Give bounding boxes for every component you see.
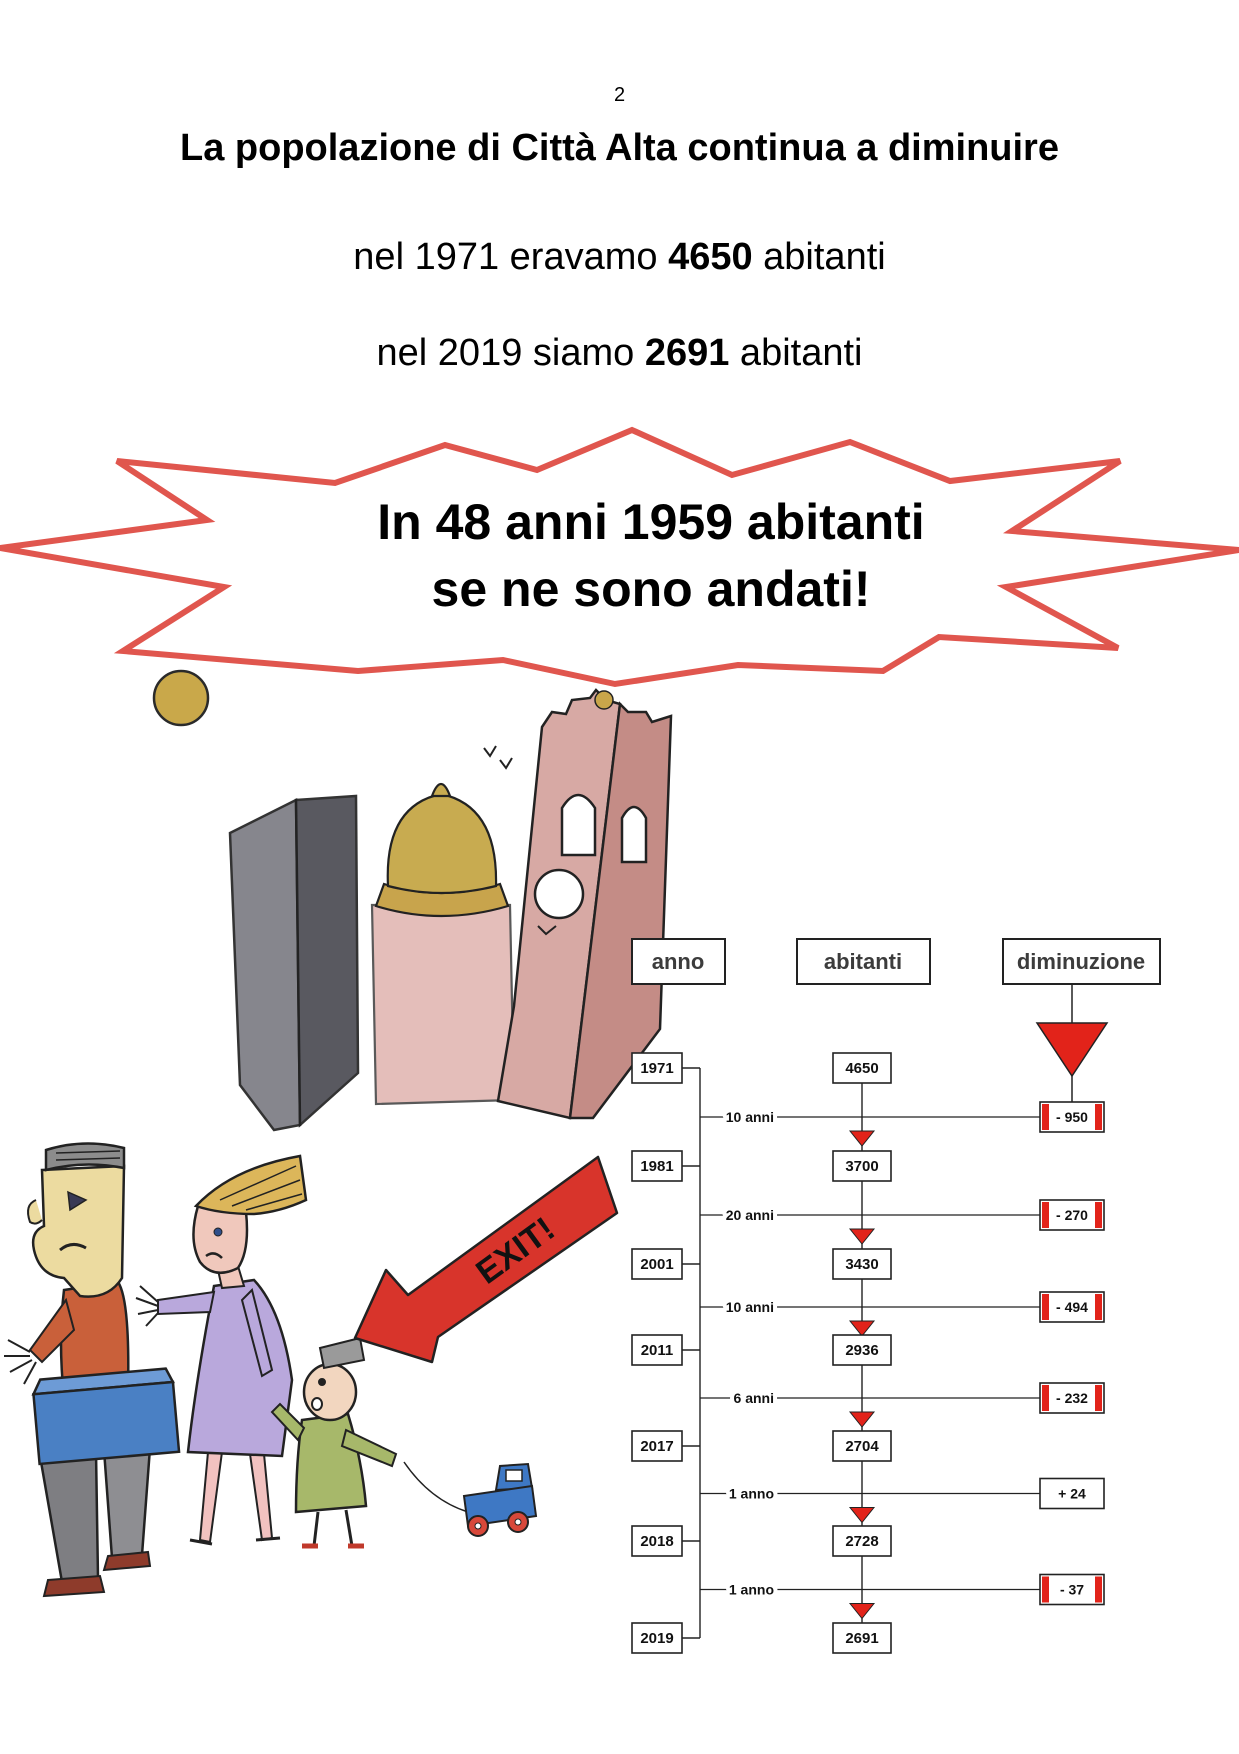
down-arrow-icon [850, 1131, 874, 1146]
toy-car [464, 1464, 536, 1536]
population-diagram [632, 939, 1160, 1653]
domed-building [372, 784, 514, 1104]
change-value: + 24 [1058, 1485, 1086, 1502]
interval [700, 1541, 1104, 1638]
interval [700, 1166, 1104, 1264]
header-abitanti [797, 939, 930, 984]
birds [484, 746, 512, 768]
down-arrow-icon [850, 1229, 874, 1244]
interval [700, 1264, 1104, 1350]
callout-starburst [0, 430, 1239, 684]
down-arrow-icon [850, 1412, 874, 1427]
change-value: - 270 [1056, 1207, 1088, 1223]
interval-label: 20 anni [725, 1207, 774, 1223]
population-value: 2704 [845, 1438, 879, 1455]
population-value: 2691 [845, 1630, 879, 1647]
child-figure [272, 1338, 468, 1546]
lead-text: nel 1971 eravamo [353, 236, 669, 278]
lead-line-2019 [0, 331, 1239, 375]
decrease-marker [1095, 1294, 1102, 1320]
exit-sign-text: EXIT! [469, 1209, 562, 1292]
year-label: 2001 [640, 1256, 674, 1273]
header-diminuzione [1003, 939, 1160, 984]
tower-window [562, 795, 595, 855]
decrease-arrow-icon [1037, 1023, 1107, 1076]
decrease-marker [1095, 1385, 1102, 1411]
man-figure [4, 1143, 150, 1596]
year-label: 1971 [640, 1060, 674, 1077]
header-abitanti-label: abitanti [823, 949, 903, 974]
lead-line-1971 [0, 235, 1239, 279]
diagram-row [632, 1623, 891, 1653]
diagram-rows [632, 1053, 1104, 1653]
woman-figure [136, 1156, 306, 1544]
gray-tower [230, 796, 358, 1130]
interval-label: 1 anno [728, 1485, 774, 1502]
lead-number: 4650 [668, 236, 753, 278]
decrease-marker [1095, 1577, 1102, 1603]
tower-clock [535, 870, 583, 918]
year-label: 2011 [640, 1342, 674, 1359]
callout-line-1: In 48 anni 1959 abitanti [377, 494, 925, 550]
down-arrow-icon [850, 1321, 874, 1336]
change-value: - 37 [1059, 1581, 1085, 1598]
city-illustration [4, 671, 674, 1596]
callout-line-2: se ne sono andati! [431, 561, 871, 617]
interval [700, 1068, 1104, 1166]
diagram-row [632, 1431, 891, 1461]
page-title: La popolazione di Città Alta continua a diminuire [180, 127, 1059, 169]
page-number: 2 [613, 84, 626, 106]
diagram-row [632, 1526, 891, 1556]
population-value: 2728 [845, 1533, 879, 1550]
population-value: 4650 [845, 1060, 879, 1077]
year-label: 2017 [640, 1438, 674, 1455]
change-value: - 494 [1056, 1299, 1088, 1315]
header-diminuzione-label: diminuzione [1016, 949, 1146, 974]
lead-number: 2691 [644, 332, 730, 374]
population-value: 3430 [845, 1256, 879, 1273]
interval-label: 1 anno [728, 1581, 774, 1598]
year-label: 1981 [640, 1158, 674, 1175]
decrease-marker [1042, 1294, 1049, 1320]
tower-window [622, 807, 646, 862]
diagram-row [632, 1335, 891, 1365]
exit-arrow-icon [355, 1157, 617, 1362]
suitcase [32, 1368, 179, 1464]
down-arrow-icon [850, 1604, 874, 1619]
interval [700, 1446, 1104, 1541]
diagram-row [632, 1249, 891, 1279]
interval-label: 6 anni [733, 1390, 774, 1406]
decrease-marker [1095, 1202, 1102, 1228]
year-label: 2018 [640, 1533, 674, 1550]
moon [154, 671, 208, 725]
decrease-marker [1042, 1385, 1049, 1411]
year-label: 2019 [640, 1630, 674, 1647]
interval-label: 10 anni [725, 1299, 774, 1315]
population-value: 2936 [845, 1342, 879, 1359]
change-value: - 950 [1056, 1109, 1088, 1125]
decrease-marker [1042, 1577, 1049, 1603]
header-anno [632, 939, 725, 984]
lead-text: abitanti [752, 236, 886, 278]
change-value: - 232 [1056, 1390, 1088, 1406]
lead-text: abitanti [729, 332, 863, 374]
interval-label: 10 anni [725, 1109, 774, 1125]
down-arrow-icon [850, 1508, 874, 1523]
decrease-marker [1095, 1104, 1102, 1130]
diagram-row [632, 1151, 891, 1181]
decrease-marker [1042, 1202, 1049, 1228]
lead-text: nel 2019 siamo [376, 332, 645, 374]
diagram-row [632, 1053, 891, 1083]
population-value: 3700 [845, 1158, 879, 1175]
interval [700, 1350, 1104, 1446]
decrease-marker [1042, 1104, 1049, 1130]
header-anno-label: anno [651, 949, 705, 974]
